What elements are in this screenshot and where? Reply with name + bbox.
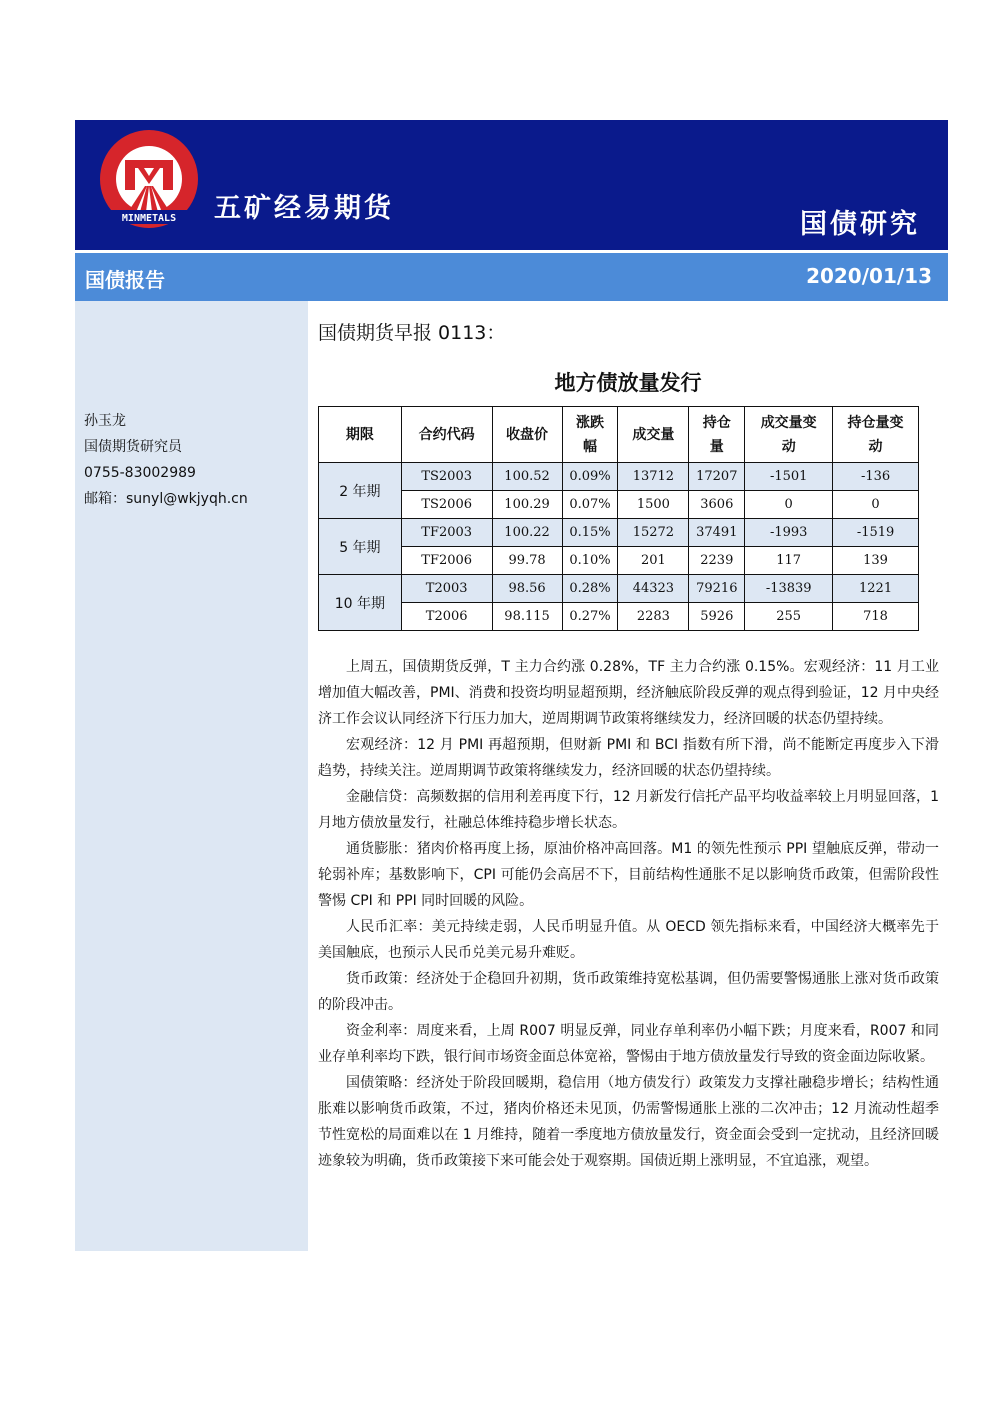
cell-oi-change: 1221 (833, 575, 919, 603)
term-cell: 2 年期 (319, 463, 402, 519)
term-cell: 5 年期 (319, 519, 402, 575)
cell-oi: 5926 (689, 603, 745, 631)
term-cell: 10 年期 (319, 575, 402, 631)
minmetals-logo (98, 128, 200, 230)
cell-volume-change: -1993 (745, 519, 833, 547)
cell-change: 0.09% (562, 463, 618, 491)
cell-oi-change: 139 (833, 547, 919, 575)
cell-volume: 1500 (618, 491, 689, 519)
report-date: 2020/01/13 (806, 264, 932, 288)
doc-title: 国债期货早报 0113： (318, 322, 506, 344)
cell-change: 0.15% (562, 519, 618, 547)
table-row (319, 491, 919, 519)
company-name: 五矿经易期货 (214, 193, 394, 224)
cell-code: TS2003 (401, 463, 492, 491)
header-term: 期限 (319, 407, 402, 463)
table-row (319, 603, 919, 631)
cell-close: 100.29 (492, 491, 562, 519)
header-volume-change: 成交量变动 (745, 407, 833, 463)
cell-change: 0.10% (562, 547, 618, 575)
header-close: 收盘价 (492, 407, 562, 463)
cell-volume: 201 (618, 547, 689, 575)
cell-oi: 37491 (689, 519, 745, 547)
paragraph: 国债策略：经济处于阶段回暖期，稳信用（地方债发行）政策发力支撑社融稳步增长；结构性通胀难以影响货币政策，不过，猪肉价格还未见顶，仍需警惕通胀上涨的二次冲击；12 月流动性超季节性宽松的局面难以在 1 月维持，随着一季度地方债放量发行，资金面会受到一定扰动，且经济回暖迹象较为明确，货币政策接下来可能会处于观察期。国债近期上涨明显，不宜追涨，观望。 (318, 1075, 939, 1169)
cell-oi: 2239 (689, 547, 745, 575)
table-row (319, 519, 919, 547)
report-type: 国债报告 (85, 268, 165, 292)
cell-change: 0.28% (562, 575, 618, 603)
logo-text: MINMETALS (121, 213, 177, 224)
cell-volume-change: 255 (745, 603, 833, 631)
paragraph: 货币政策：经济处于企稳回升初期，货币政策维持宽松基调，但仍需要警惕通胀上涨对货币政策的阶段冲击。 (318, 971, 939, 1013)
cell-close: 99.78 (492, 547, 562, 575)
cell-oi-change: 718 (833, 603, 919, 631)
author-name: 孙玉龙 (84, 413, 126, 429)
cell-close: 98.115 (492, 603, 562, 631)
cell-close: 98.56 (492, 575, 562, 603)
cell-volume: 13712 (618, 463, 689, 491)
cell-oi: 79216 (689, 575, 745, 603)
table-header-row (319, 407, 919, 463)
cell-code: TF2003 (401, 519, 492, 547)
section-title: 国债研究 (800, 209, 920, 240)
cell-close: 100.22 (492, 519, 562, 547)
paragraph: 金融信贷：高频数据的信用利差再度下行，12 月新发行信托产品平均收益率较上月明显回落，1 月地方债放量发行，社融总体维持稳步增长状态。 (318, 789, 939, 831)
paragraph: 上周五，国债期货反弹，T 主力合约涨 0.28%，TF 主力合约涨 0.15%。宏观经济：11 月工业增加值大幅改善，PMI、消费和投资均明显超预期，经济触底阶段反弹的观点得到验证，12 月中央经济工作会议认同经济下行压力加大，逆周期调节政策将继续发力，经济回暖的状态仍望持续。 (318, 659, 939, 727)
cell-close: 100.52 (492, 463, 562, 491)
paragraph: 资金利率：周度来看，上周 R007 明显反弹，同业存单利率仍小幅下跌；月度来看，R007 和同业存单利率均下跌，银行间市场资金面总体宽裕，警惕由于地方债放量发行导致的资金面边际收紧。 (318, 1023, 939, 1065)
cell-oi: 17207 (689, 463, 745, 491)
cell-oi: 3606 (689, 491, 745, 519)
cell-oi-change: -136 (833, 463, 919, 491)
table-row (319, 547, 919, 575)
cell-change: 0.27% (562, 603, 618, 631)
cell-volume: 2283 (618, 603, 689, 631)
paragraph: 通货膨胀：猪肉价格再度上扬，原油价格冲高回落。M1 的领先性预示 PPI 望触底反弹，带动一轮弱补库；基数影响下，CPI 可能仍会高居不下，目前结构性通胀不足以影响货币政策，但需阶段性警惕 CPI 和 PPI 同时回暖的风险。 (318, 841, 939, 909)
cell-volume: 15272 (618, 519, 689, 547)
headline: 地方债放量发行 (554, 371, 702, 395)
cell-oi-change: -1519 (833, 519, 919, 547)
header-change: 涨跌幅 (562, 407, 618, 463)
header-open-interest: 持仓量 (689, 407, 745, 463)
futures-table (318, 406, 919, 631)
header-volume: 成交量 (618, 407, 689, 463)
header-oi-change: 持仓量变动 (833, 407, 919, 463)
cell-volume-change: -13839 (745, 575, 833, 603)
cell-volume-change: 0 (745, 491, 833, 519)
report-body (318, 654, 939, 1174)
cell-code: TF2006 (401, 547, 492, 575)
cell-volume-change: -1501 (745, 463, 833, 491)
cell-volume-change: 117 (745, 547, 833, 575)
author-email: 邮箱：sunyl@wkjyqh.cn (84, 491, 248, 507)
author-phone: 0755-83002989 (84, 465, 196, 481)
paragraph: 宏观经济：12 月 PMI 再超预期，但财新 PMI 和 BCI 指数有所下滑，尚不能断定再度步入下滑趋势，持续关注。逆周期调节政策将继续发力，经济回暖的状态仍望持续。 (318, 737, 939, 779)
author-info (84, 408, 248, 512)
cell-change: 0.07% (562, 491, 618, 519)
cell-code: T2003 (401, 575, 492, 603)
header-code: 合约代码 (401, 407, 492, 463)
table-row (319, 463, 919, 491)
paragraph: 人民币汇率：美元持续走弱，人民币明显升值。从 OECD 领先指标来看，中国经济大概率先于美国触底，也预示人民币兑美元易升难贬。 (318, 919, 939, 961)
author-title: 国债期货研究员 (84, 439, 182, 455)
cell-oi-change: 0 (833, 491, 919, 519)
cell-volume: 44323 (618, 575, 689, 603)
cell-code: TS2006 (401, 491, 492, 519)
cell-code: T2006 (401, 603, 492, 631)
table-row (319, 575, 919, 603)
